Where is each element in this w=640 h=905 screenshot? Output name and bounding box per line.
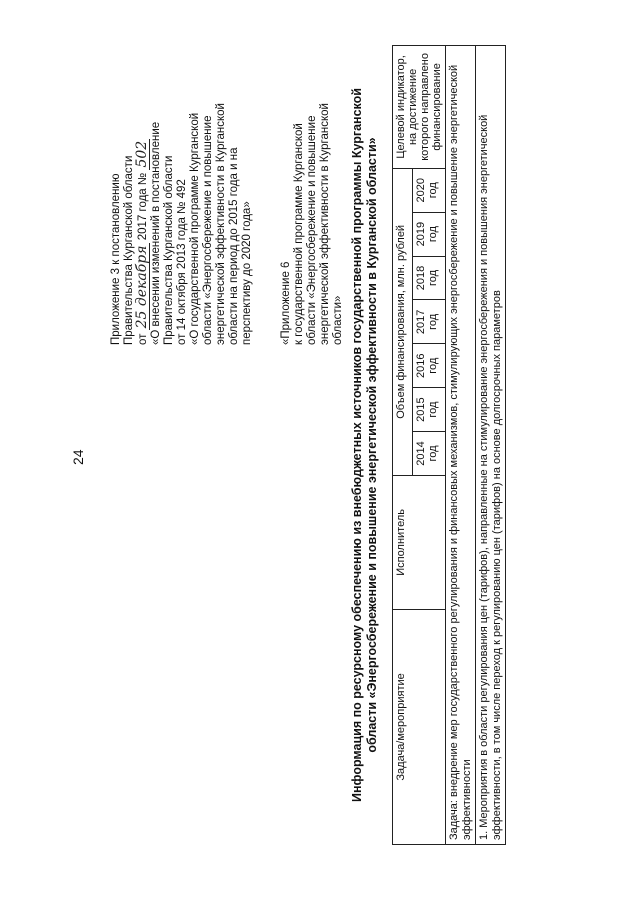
appendix-line: «О государственной программе Курганской	[189, 112, 201, 345]
appendix-line: Приложение 3 к постановлению	[110, 173, 122, 345]
header-year: 2016 год	[412, 344, 445, 388]
document-title	[350, 45, 380, 845]
appendix6-line: энергетической эффективности в Курганской	[319, 103, 331, 345]
header-year: 2015 год	[412, 388, 445, 432]
table-row	[446, 46, 476, 845]
task-cell: Задача: внедрение мер государственного регулирования и финансовых механизмов, стимулирующих энергосбережение и повышение энергетической эффективности	[446, 46, 476, 845]
measure-cell: 1. Мероприятия в области регулирования цен (тарифов), направленные на стимулирование энергосбережения и повышения энергетической эффективности, в том числе переход к регулированию цен (тарифов) на основе долгосрочных параметров	[476, 46, 506, 845]
appendix-line: области на период до 2015 года и на	[228, 147, 240, 345]
resource-table	[392, 45, 506, 845]
page-number: 24	[70, 449, 86, 465]
appendix-line-date	[136, 75, 150, 345]
handwritten-date-signature: 25 декабря	[134, 245, 150, 329]
header-executor: Исполнитель	[393, 475, 446, 609]
appendix6-header	[280, 75, 345, 345]
appendix6-line: области»	[332, 295, 344, 345]
table-header-row	[393, 46, 413, 845]
table-row	[476, 46, 506, 845]
header-target: Целевой индикатор, на достижение которого направлено финансирование	[393, 46, 446, 169]
header-task: Задача/мероприятие	[393, 609, 446, 844]
appendix-line: «О внесении изменений в постановление	[150, 121, 162, 345]
appendix-line: области «Энергосбережение и повышение	[202, 115, 214, 345]
appendix-line: Правительства Курганской области	[123, 155, 135, 345]
appendix6-line: области «Энергосбережение и повышение	[306, 115, 318, 345]
header-year: 2014 год	[412, 432, 445, 476]
appendix-header	[110, 75, 254, 345]
title-line-2: области «Энергосбережение и повышение энергетической эффективности в Курганской области»	[365, 137, 379, 753]
handwritten-number-signature: 502	[134, 140, 150, 168]
appendix-line: 2017 года №	[137, 172, 149, 241]
header-financing: Объем финансирования, млн. рублей	[393, 168, 413, 475]
appendix-line: перспективу до 2020 года»	[241, 201, 253, 345]
appendix-line: энергетической эффективности в Курганской	[215, 103, 227, 345]
appendix-line: от	[137, 333, 149, 345]
header-year: 2019 год	[412, 212, 445, 256]
header-year: 2020 год	[412, 168, 445, 212]
header-year: 2018 год	[412, 256, 445, 300]
header-year: 2017 год	[412, 300, 445, 344]
appendix-line: от 14 октября 2013 года № 492	[176, 179, 188, 345]
appendix-line: Правительства Курганской области	[163, 155, 175, 345]
appendix6-line: «Приложение 6	[280, 261, 292, 345]
title-line-1: Информация по ресурсному обеспечению из внебюджетных источников государственной программы Курганской	[350, 88, 364, 802]
appendix6-line: к государственной программе Курганской	[293, 123, 305, 345]
